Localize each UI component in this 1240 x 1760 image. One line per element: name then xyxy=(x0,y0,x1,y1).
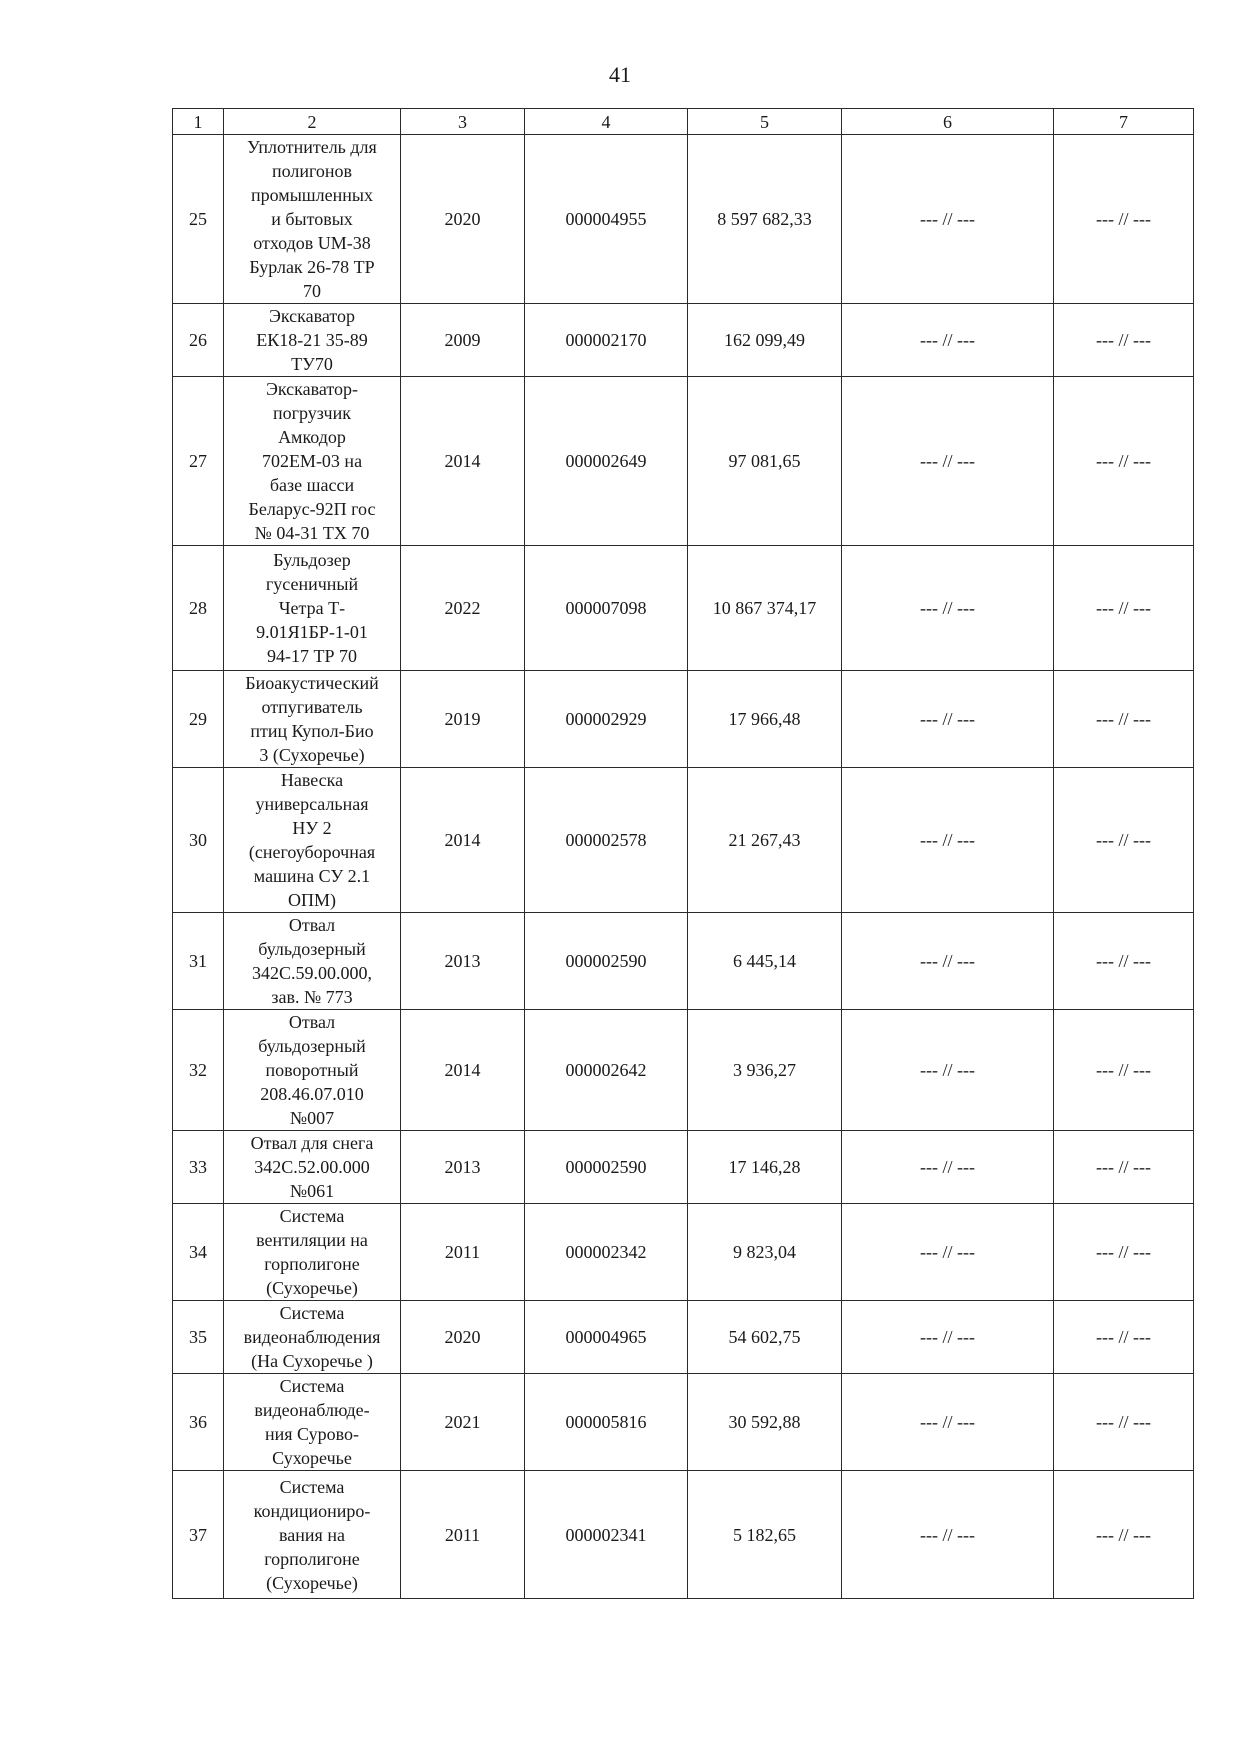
inventory-table xyxy=(172,108,1194,1599)
header-cell-4: 4 xyxy=(525,109,688,135)
row-number-cell: 29 xyxy=(173,671,224,768)
header-cell-7: 7 xyxy=(1054,109,1194,135)
item-name-cell: Система кондициониро- вания на горполигоне (Сухоречье) xyxy=(224,1471,401,1599)
inventory-number-cell: 000004955 xyxy=(525,135,688,304)
item-name-cell: Система вентиляции на горполигоне (Сухоречье) xyxy=(224,1204,401,1301)
header-cell-1: 1 xyxy=(173,109,224,135)
table-row xyxy=(173,1204,1194,1301)
inventory-number-cell: 000004965 xyxy=(525,1301,688,1374)
year-cell: 2020 xyxy=(401,135,525,304)
amount-cell: 54 602,75 xyxy=(688,1301,842,1374)
amount-cell: 162 099,49 xyxy=(688,304,842,377)
column-7-cell: --- // --- xyxy=(1054,304,1194,377)
column-6-cell: --- // --- xyxy=(842,1374,1054,1471)
column-7-cell: --- // --- xyxy=(1054,1010,1194,1131)
table-row xyxy=(173,913,1194,1010)
row-number-cell: 35 xyxy=(173,1301,224,1374)
column-6-cell: --- // --- xyxy=(842,1301,1054,1374)
row-number-cell: 27 xyxy=(173,377,224,546)
inventory-number-cell: 000002590 xyxy=(525,1131,688,1204)
table-row xyxy=(173,671,1194,768)
amount-cell: 17 146,28 xyxy=(688,1131,842,1204)
row-number-cell: 36 xyxy=(173,1374,224,1471)
inventory-number-cell: 000002929 xyxy=(525,671,688,768)
row-number-cell: 32 xyxy=(173,1010,224,1131)
amount-cell: 21 267,43 xyxy=(688,768,842,913)
row-number-cell: 31 xyxy=(173,913,224,1010)
amount-cell: 10 867 374,17 xyxy=(688,546,842,671)
item-name-cell: Биоакустический отпугиватель птиц Купол-Био 3 (Сухоречье) xyxy=(224,671,401,768)
inventory-number-cell: 000002590 xyxy=(525,913,688,1010)
column-6-cell: --- // --- xyxy=(842,135,1054,304)
item-name-cell: Система видеонаблюдения (На Сухоречье ) xyxy=(224,1301,401,1374)
row-number-cell: 30 xyxy=(173,768,224,913)
table-row xyxy=(173,377,1194,546)
item-name-cell: Уплотнитель для полигонов промышленных и бытовых отходов UM-38 Бурлак 26-78 ТР 70 xyxy=(224,135,401,304)
item-name-cell: Навеска универсальная НУ 2 (снегоуборочная машина СУ 2.1 ОПМ) xyxy=(224,768,401,913)
year-cell: 2022 xyxy=(401,546,525,671)
inventory-number-cell: 000002642 xyxy=(525,1010,688,1131)
header-cell-5: 5 xyxy=(688,109,842,135)
table-row xyxy=(173,1301,1194,1374)
column-7-cell: --- // --- xyxy=(1054,671,1194,768)
item-name-cell: Бульдозер гусеничный Четра Т- 9.01Я1БР-1-01 94-17 ТР 70 xyxy=(224,546,401,671)
column-7-cell: --- // --- xyxy=(1054,135,1194,304)
column-7-cell: --- // --- xyxy=(1054,768,1194,913)
year-cell: 2020 xyxy=(401,1301,525,1374)
table-row xyxy=(173,1374,1194,1471)
column-6-cell: --- // --- xyxy=(842,671,1054,768)
amount-cell: 6 445,14 xyxy=(688,913,842,1010)
column-7-cell: --- // --- xyxy=(1054,1204,1194,1301)
column-6-cell: --- // --- xyxy=(842,1471,1054,1599)
column-6-cell: --- // --- xyxy=(842,768,1054,913)
table-row xyxy=(173,546,1194,671)
amount-cell: 5 182,65 xyxy=(688,1471,842,1599)
item-name-cell: Экскаватор- погрузчик Амкодор 702ЕМ-03 на базе шасси Беларус-92П гос № 04-31 ТХ 70 xyxy=(224,377,401,546)
year-cell: 2021 xyxy=(401,1374,525,1471)
column-7-cell: --- // --- xyxy=(1054,546,1194,671)
item-name-cell: Отвал для снега 342С.52.00.000 №061 xyxy=(224,1131,401,1204)
item-name-cell: Отвал бульдозерный поворотный 208.46.07.010 №007 xyxy=(224,1010,401,1131)
column-6-cell: --- // --- xyxy=(842,1010,1054,1131)
column-6-cell: --- // --- xyxy=(842,1204,1054,1301)
column-6-cell: --- // --- xyxy=(842,1131,1054,1204)
inventory-number-cell: 000007098 xyxy=(525,546,688,671)
column-6-cell: --- // --- xyxy=(842,546,1054,671)
table-header-row xyxy=(173,109,1194,135)
column-7-cell: --- // --- xyxy=(1054,913,1194,1010)
column-7-cell: --- // --- xyxy=(1054,1131,1194,1204)
table-row xyxy=(173,135,1194,304)
column-7-cell: --- // --- xyxy=(1054,1471,1194,1599)
inventory-number-cell: 000002342 xyxy=(525,1204,688,1301)
item-name-cell: Система видеонаблюде- ния Сурово- Сухоречье xyxy=(224,1374,401,1471)
header-cell-6: 6 xyxy=(842,109,1054,135)
table-row xyxy=(173,1471,1194,1599)
inventory-number-cell: 000005816 xyxy=(525,1374,688,1471)
page-number: 41 xyxy=(609,62,631,87)
row-number-cell: 33 xyxy=(173,1131,224,1204)
amount-cell: 30 592,88 xyxy=(688,1374,842,1471)
row-number-cell: 37 xyxy=(173,1471,224,1599)
header-cell-2: 2 xyxy=(224,109,401,135)
table-row xyxy=(173,768,1194,913)
header-cell-3: 3 xyxy=(401,109,525,135)
year-cell: 2011 xyxy=(401,1204,525,1301)
amount-cell: 9 823,04 xyxy=(688,1204,842,1301)
column-7-cell: --- // --- xyxy=(1054,1301,1194,1374)
row-number-cell: 28 xyxy=(173,546,224,671)
row-number-cell: 25 xyxy=(173,135,224,304)
amount-cell: 8 597 682,33 xyxy=(688,135,842,304)
year-cell: 2013 xyxy=(401,1131,525,1204)
year-cell: 2014 xyxy=(401,768,525,913)
column-6-cell: --- // --- xyxy=(842,377,1054,546)
column-7-cell: --- // --- xyxy=(1054,377,1194,546)
column-6-cell: --- // --- xyxy=(842,304,1054,377)
inventory-number-cell: 000002578 xyxy=(525,768,688,913)
amount-cell: 3 936,27 xyxy=(688,1010,842,1131)
inventory-number-cell: 000002341 xyxy=(525,1471,688,1599)
year-cell: 2011 xyxy=(401,1471,525,1599)
year-cell: 2014 xyxy=(401,377,525,546)
year-cell: 2014 xyxy=(401,1010,525,1131)
year-cell: 2013 xyxy=(401,913,525,1010)
year-cell: 2019 xyxy=(401,671,525,768)
column-7-cell: --- // --- xyxy=(1054,1374,1194,1471)
inventory-number-cell: 000002170 xyxy=(525,304,688,377)
table-row xyxy=(173,1131,1194,1204)
row-number-cell: 34 xyxy=(173,1204,224,1301)
amount-cell: 97 081,65 xyxy=(688,377,842,546)
amount-cell: 17 966,48 xyxy=(688,671,842,768)
table-row xyxy=(173,1010,1194,1131)
table-row xyxy=(173,304,1194,377)
item-name-cell: Экскаватор ЕК18-21 35-89 ТУ70 xyxy=(224,304,401,377)
inventory-number-cell: 000002649 xyxy=(525,377,688,546)
row-number-cell: 26 xyxy=(173,304,224,377)
column-6-cell: --- // --- xyxy=(842,913,1054,1010)
year-cell: 2009 xyxy=(401,304,525,377)
item-name-cell: Отвал бульдозерный 342С.59.00.000, зав. № 773 xyxy=(224,913,401,1010)
